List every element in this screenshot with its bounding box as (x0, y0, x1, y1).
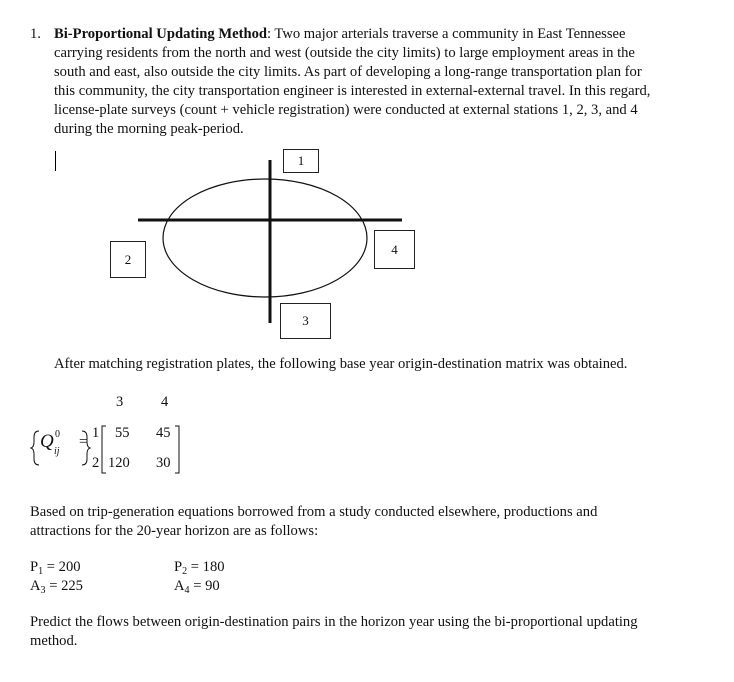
p2-eq: = (187, 559, 203, 575)
attraction-a4 (174, 577, 220, 600)
p1-eq: = (43, 559, 59, 575)
matrix-superscript: 0 (55, 429, 60, 440)
matrix-equals: = (79, 434, 88, 450)
matrix-subscript: ij (54, 446, 60, 457)
p2-sub: 2 (182, 566, 188, 577)
p2-value: 180 (202, 559, 225, 575)
intro-line-4: this community, the city transportation engineer is interested in external-external travel. In this regard, (54, 83, 651, 99)
matrix-cell-1-3: 55 (115, 425, 130, 441)
matrix-row-label-1: 1 (92, 425, 100, 441)
matrix-symbol-q: Q (40, 431, 54, 452)
a3-eq: = (45, 578, 62, 594)
station-4-box (374, 230, 415, 269)
station-2-box (110, 241, 146, 278)
p1-symbol: P (30, 559, 39, 575)
problem-title-sep: : (266, 26, 272, 42)
tripgen-line-1: Based on trip-generation equations borrowed from a study conducted elsewhere, productions and (30, 504, 598, 520)
intro-line-2: carrying residents from the north and west (outside the city limits) to large employment areas in the (54, 45, 635, 61)
p2-symbol: P (174, 559, 183, 575)
a4-eq: = (189, 578, 206, 594)
station-1-box (283, 149, 319, 173)
a4-sub: 4 (184, 585, 190, 596)
community-boundary (163, 179, 367, 297)
intro-line-5: license-plate surveys (count + vehicle registration) were conducted at external stations 1, 2, 3, and 4 (54, 102, 638, 118)
station-3-label: 3 (302, 313, 309, 328)
matrix-intro: After matching registration plates, the following base year origin-destination matrix was obtained. (54, 356, 628, 372)
a4-value: 90 (205, 578, 220, 594)
tripgen-line-2: attractions for the 20-year horizon are as follows: (30, 523, 319, 539)
problem-number: 1. (30, 26, 41, 42)
matrix-cell-1-4: 45 (156, 425, 171, 441)
station-1-label: 1 (297, 153, 305, 168)
matrix-cell-2-4: 30 (156, 455, 171, 471)
station-4-label: 4 (391, 242, 398, 257)
intro-line-6: during the morning peak-period. (54, 121, 244, 137)
question-line-2: method. (30, 633, 78, 649)
matrix-cell-2-3: 120 (108, 455, 130, 471)
intro-line-3: south and east, also outside the city limits. As part of developing a long-range transportation plan for (54, 64, 642, 80)
problem-title: Bi-Proportional Updating Method (54, 26, 267, 42)
question-paragraph (30, 613, 725, 651)
a3-value: 225 (61, 578, 83, 594)
question-line-1: Predict the flows between origin-destination pairs in the horizon year using the bi-proportional updating (30, 614, 638, 630)
intro-line-1-text: Two major arterials traverse a community in East Tennessee (271, 26, 626, 42)
p1-value: 200 (58, 559, 81, 575)
a3-symbol: A (30, 578, 41, 594)
matrix-col-label-3: 3 (116, 394, 124, 410)
a3-sub: 3 (40, 585, 46, 596)
attraction-a3 (30, 577, 83, 600)
station-3-box (280, 303, 331, 339)
station-2-label: 2 (124, 252, 132, 267)
p1-sub: 1 (38, 566, 44, 577)
matrix-col-label-4: 4 (161, 394, 169, 410)
tripgen-paragraph (30, 503, 720, 541)
a4-symbol: A (174, 578, 185, 594)
matrix-row-label-2: 2 (92, 455, 100, 471)
matrix-symbol (40, 431, 54, 453)
